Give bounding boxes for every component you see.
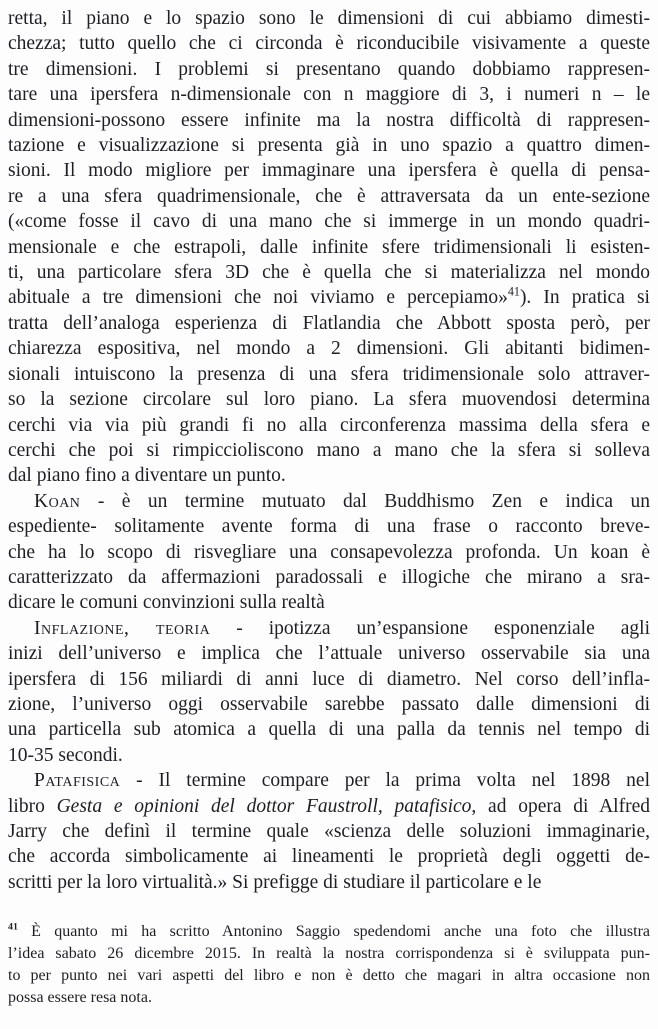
text-line <box>8 921 650 943</box>
text-line <box>8 667 650 692</box>
text-segment: chiarezza espositiva, nel mondo a 2 dimensioni. Gli abitanti bidimen- <box>8 338 650 360</box>
text-line <box>8 844 650 869</box>
text-line <box>8 82 650 107</box>
term-koan: Koan <box>34 490 81 512</box>
text-segment: sioni. Il modo migliore per immaginare una ipersfera è quella di pensa- <box>8 160 650 182</box>
text-segment: che ha lo scopo di risvegliare una consapevolezza profonda. Un koan è <box>8 541 650 563</box>
text-segment: - è un termine mutuato dal Buddhismo Zen e indica un <box>80 490 650 512</box>
term-inflazione: Inflazione, teoria <box>34 617 211 639</box>
footnote-ref: 41 <box>507 284 520 299</box>
text-segment: tre dimensioni. I problemi si presentano quando dobbiamo rappresen- <box>8 58 650 80</box>
text-segment: abituale a tre dimensioni che noi viviamo e percepiamo» <box>8 287 508 309</box>
footnote-marker: 41 <box>8 921 18 933</box>
text-segment: ). In pratica si <box>519 287 650 309</box>
text-line <box>8 943 650 965</box>
text-segment: tratta dell’analoga esperienza di Flatlandia che Abbott sposta però, per <box>8 312 650 334</box>
text-line <box>8 336 650 361</box>
text-line <box>8 616 650 641</box>
text-segment: re a una sfera quadrimensionale, che è attraversata da un ente-sezione <box>8 185 650 207</box>
text-segment: to per punto nei vari aspetti del libro e non è detto che magari in altra occasione non <box>8 966 650 984</box>
text-line <box>8 641 650 666</box>
text-segment: sionali intuiscono la presenza di una sfera tridimensionale solo attraver- <box>8 363 650 385</box>
text-segment: Jarry che definì il termine quale «scienza delle soluzioni immaginarie, <box>8 821 650 842</box>
text-line <box>8 285 650 310</box>
text-line <box>8 6 650 31</box>
text-segment: retta, il piano e lo spazio sono le dimensioni di cui abbiamo dimesti- <box>8 8 650 29</box>
text-segment: possa essere resa nota. <box>8 988 152 1006</box>
text-line <box>8 387 650 412</box>
text-line <box>8 768 650 793</box>
text-segment: l’idea sabato 26 dicembre 2015. In realtà la nostra corrispondenza si è sviluppata pun- <box>8 945 650 963</box>
text-line <box>8 57 650 82</box>
paragraph <box>8 489 650 616</box>
text-segment: È quanto mi ha scritto Antonino Saggio spedendomi anche una foto che illustra <box>17 923 650 941</box>
text-line <box>8 108 650 133</box>
text-segment: - ipotizza un’espansione esponenziale agli <box>210 617 650 639</box>
text-segment: so la sezione circolare sul loro piano. La sfera muovendosi determina <box>8 389 650 411</box>
text-segment: mensionale e che estrapoli, dalle infinite sfere tridimensionali li esisten- <box>8 236 650 258</box>
text-segment: inizi dell’universo e implica che l’attuale universo osservabile sia una <box>8 643 650 665</box>
text-line <box>8 184 650 209</box>
paragraph <box>8 6 650 489</box>
text-segment: scritti per la loro virtualità.» Si prefigge di studiare il particolare e le <box>8 871 542 893</box>
text-segment: - Il termine compare per la prima volta nel 1898 nel <box>120 770 650 792</box>
text-line <box>8 438 650 463</box>
text-segment: ti, una particolare sfera 3D che è quella che si materializza nel mondo <box>8 262 650 284</box>
text-line <box>8 794 650 819</box>
text-line <box>8 692 650 717</box>
text-segment: , ad opera di Alfred <box>471 795 650 817</box>
text-line <box>8 133 650 158</box>
text-line <box>8 717 650 742</box>
text-line <box>8 514 650 539</box>
text-line <box>8 590 650 615</box>
body-text <box>8 6 650 895</box>
text-line <box>8 31 650 56</box>
text-segment: dal piano fino a diventare un punto. <box>8 465 286 487</box>
text-segment: («come fosse il cavo di una mano che si immerge in un mondo quadri- <box>8 211 650 233</box>
text-segment: espediente- solitamente avente forma di una frase o racconto breve- <box>8 516 650 538</box>
text-segment: cerchi via via più grandi fi no alla circonferenza massima della sfera e <box>8 414 650 436</box>
paragraph <box>8 616 650 768</box>
text-segment: che accorda simbolicamente ai lineamenti le proprietà degli oggetti de- <box>8 846 650 868</box>
text-segment: dicare le comuni convinzioni sulla realtà <box>8 592 325 614</box>
text-line <box>8 158 650 183</box>
text-line <box>8 311 650 336</box>
book-title: Gesta e opinioni del dottor Faustroll, patafisico <box>56 795 472 817</box>
text-line <box>8 489 650 514</box>
text-segment: tare una ipersfera n-dimensionale con n maggiore di 3, i numeri n – le <box>8 84 650 106</box>
text-line <box>8 463 650 488</box>
text-line <box>8 870 650 895</box>
paragraph <box>8 768 650 895</box>
text-line <box>8 413 650 438</box>
footnote <box>8 921 650 1008</box>
text-line <box>8 209 650 234</box>
text-line <box>8 235 650 260</box>
text-line <box>8 565 650 590</box>
text-segment: 10-35 secondi. <box>8 744 123 766</box>
text-segment: libro <box>8 795 57 817</box>
text-segment: dimensioni-possono essere infinite ma la nostra difficoltà di rappresen- <box>8 109 650 131</box>
text-line <box>8 743 650 768</box>
text-line <box>8 540 650 565</box>
text-segment: zione, l’universo oggi osservabile sarebbe passato dalle dimensioni di <box>8 693 650 715</box>
text-segment: chezza; tutto quello che ci circonda è riconducibile visivamente a queste <box>8 33 650 55</box>
text-line <box>8 819 650 844</box>
text-line <box>8 260 650 285</box>
text-segment: caratterizzato da affermazioni paradossali e illogiche che mirano a sra- <box>8 566 650 588</box>
text-segment: ipersfera di 156 miliardi di anni luce di diametro. Nel corso dell’infla- <box>8 668 650 690</box>
text-line <box>8 987 650 1009</box>
text-segment: una particella sub atomica a quella di una palla da tennis nel tempo di <box>8 719 650 741</box>
text-segment: tazione e visualizzazione si presenta già in uno spazio a quattro dimen- <box>8 135 650 157</box>
text-segment: cerchi che poi si rimpiccioliscono mano a mano che la sfera si solleva <box>8 439 650 461</box>
text-line <box>8 965 650 987</box>
term-patafisica: Patafisica <box>34 770 121 792</box>
text-line <box>8 362 650 387</box>
